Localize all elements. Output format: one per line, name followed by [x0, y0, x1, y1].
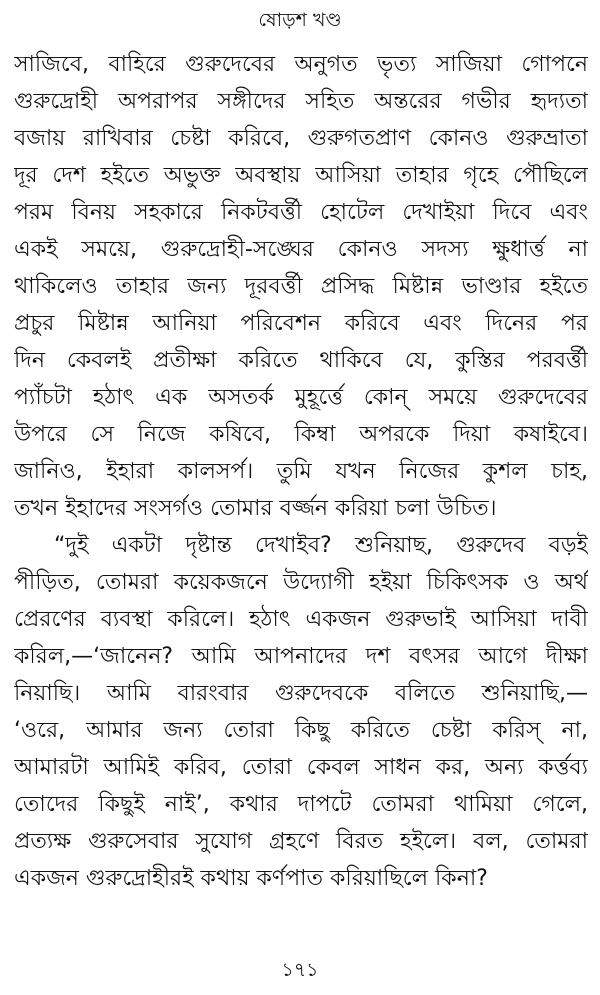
- text-line: একজন গুরুদ্রোহীরই কথায় কর্ণপাত করিয়াছিলে কিনা?: [14, 866, 488, 891]
- text-line: প্রেরণের ব্যবস্থা করিলে। হঠাৎ একজন গুরুভাই আসিয়া দাবী: [14, 607, 588, 632]
- text-line: দূর দেশ হইতে অভুক্ত অবস্থায় আসিয়া তাহার গৃহে পৌছিলে: [14, 163, 588, 188]
- text-line: একই সময়ে, গুরুদ্রোহী-সঙ্ঘের কোনও সদস্য ক্ষুধার্ত্ত না: [14, 237, 588, 262]
- text-line: প্যাঁচটা হঠাৎ এক অসতর্ক মুহূর্ত্তে কোন্‌ সময়ে গুরুদেবের: [14, 385, 588, 410]
- page-body: [14, 46, 588, 897]
- text-line: তখন ইহাদের সংসর্গও তোমার বর্জ্জন করিয়া চলা উচিত।: [14, 496, 497, 521]
- text-line: পরম বিনয় সহকারে নিকটবর্ত্তী হোটেল দেখাইয়া দিবে এবং: [14, 200, 588, 225]
- text-line: “দুই একটা দৃষ্টান্ত দেখাইব? শুনিয়াছ, গুরুদেব বড়ই: [54, 533, 588, 558]
- text-line: তোদের কিছুই নাই’, কথার দাপটে তোমরা থামিয়া গেলে,: [14, 792, 588, 817]
- text-line: জানিও, ইহারা কালসর্প। তুমি যখন নিজের কুশল চাহ,: [14, 459, 588, 484]
- running-header: ষোড়শ খণ্ড: [258, 9, 342, 31]
- text-line: ‘ওরে, আমার জন্য তোরা কিছু করিতে চেষ্টা করিস্‌ না,: [14, 718, 588, 743]
- text-line: সাজিবে, বাহিরে গুরুদেবের অনুগত ভৃত্য সাজিয়া গোপনে: [14, 52, 588, 77]
- text-line: করিল,—‘জানেন? আমি আপনাদের দশ বৎসর আগে দীক্ষা: [14, 644, 588, 669]
- text-line: আমারটা আমিই করিব, তোরা কেবল সাধন কর, অন্য কর্ত্তব্য: [14, 755, 588, 780]
- text-line: উপরে সে নিজে কষিবে, কিম্বা অপরকে দিয়া কষাইবে।: [14, 422, 588, 447]
- page-number: ১৭১: [281, 959, 319, 981]
- text-line: থাকিলেও তাহার জন্য দূরবর্ত্তী প্রসিদ্ধ মিষ্টান্ন ভাণ্ডার হইতে: [14, 274, 588, 299]
- text-line: পীড়িত, তোমরা কয়েকজনে উদ্যোগী হইয়া চিকিৎসক ও অর্থ: [14, 570, 588, 595]
- text-line: প্রচুর মিষ্টান্ন আনিয়া পরিবেশন করিবে এবং দিনের পর: [14, 311, 588, 336]
- text-line: গুরুদ্রোহী অপরাপর সঙ্গীদের সহিত অন্তরের গভীর হৃদ্যতা: [14, 89, 588, 114]
- text-line: বজায় রাখিবার চেষ্টা করিবে, গুরুগতপ্রাণ কোনও গুরুভ্রাতা: [14, 126, 588, 151]
- text-line: দিন কেবলই প্রতীক্ষা করিতে থাকিবে যে, কুস্তির পরবর্ত্তী: [14, 348, 588, 373]
- text-line: নিয়াছি। আমি বারংবার গুরুদেবকে বলিতে শুনিয়াছি,—: [14, 681, 588, 706]
- text-line: প্রত্যক্ষ গুরুসেবার সুযোগ গ্রহণে বিরত হইলে। বল, তোমরা: [14, 829, 588, 854]
